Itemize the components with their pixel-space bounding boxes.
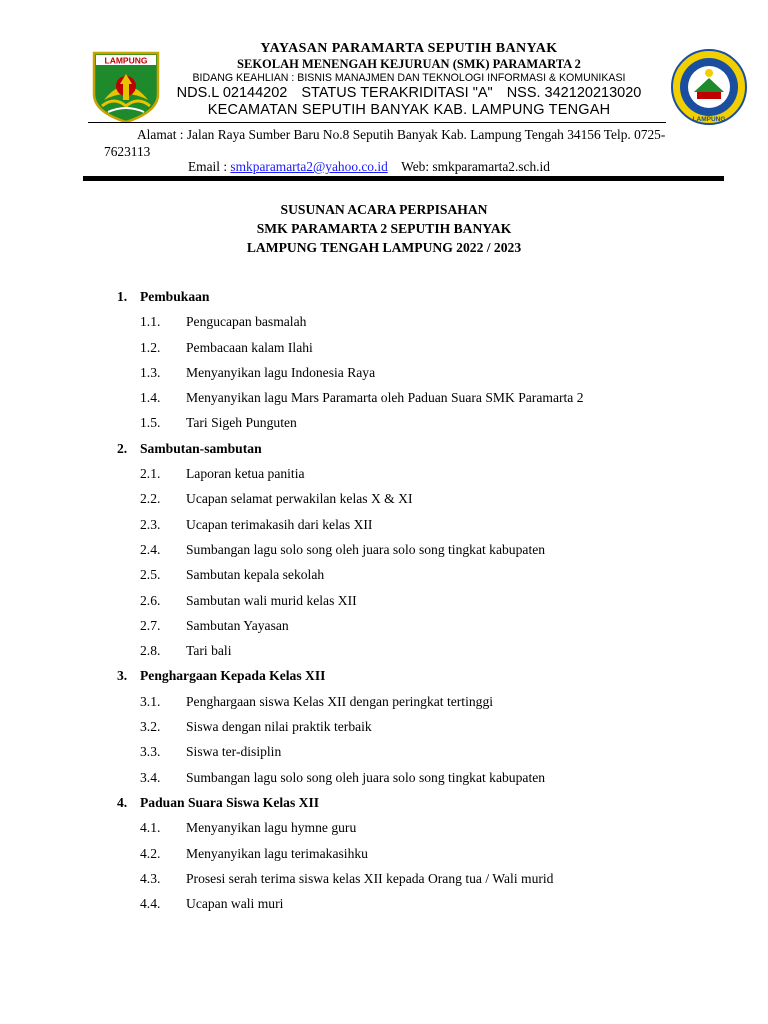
item-number: 4.2.: [140, 845, 161, 861]
foundation-name: YAYASAN PARAMARTA SEPUTIH BANYAK: [260, 41, 558, 56]
item-text: Pengucapan basmalah: [186, 314, 307, 330]
item-text: Pembacaan kalam Ilahi: [186, 339, 313, 355]
item-number: 2.7.: [140, 617, 161, 633]
section-heading: [117, 667, 584, 692]
website-text: Web: smkparamarta2.sch.id: [401, 159, 550, 174]
agenda-item: [117, 389, 584, 414]
agenda-item: [117, 566, 584, 591]
item-text: Penghargaan siswa Kelas XII dengan peringkat tertinggi: [186, 693, 494, 709]
item-text: Menyanyikan lagu hymne guru: [186, 820, 357, 836]
title-line-3: LAMPUNG TENGAH LAMPUNG 2022 / 2023: [246, 240, 522, 255]
district-line: KECAMATAN SEPUTIH BANYAK KAB. LAMPUNG TENGAH: [207, 102, 611, 118]
section-title: Penghargaan Kepada Kelas XII: [140, 668, 326, 684]
agenda-item: [117, 617, 584, 642]
item-number: 2.6.: [140, 592, 161, 608]
agenda-item: [117, 845, 584, 870]
letterhead-thick-divider: [83, 176, 724, 181]
agenda-item: [117, 895, 584, 920]
agenda-item: [117, 693, 584, 718]
contact-line: [188, 158, 550, 175]
school-name: SEKOLAH MENENGAH KEJURUAN (SMK) PARAMARTA 2: [237, 57, 581, 71]
nds-number: NDS.L 02144202: [176, 85, 288, 101]
agenda-item: [117, 743, 584, 768]
email-label: Email :: [188, 159, 228, 174]
item-number: 2.2.: [140, 491, 161, 507]
item-number: 3.3.: [140, 744, 161, 760]
section-title: Sambutan-sambutan: [140, 440, 262, 456]
item-text: Sambutan Yayasan: [186, 617, 289, 633]
section-heading: [117, 794, 584, 819]
item-number: 2.3.: [140, 516, 161, 532]
document-title: [0, 200, 768, 257]
item-number: 4.3.: [140, 870, 161, 886]
item-number: 4.1.: [140, 820, 161, 836]
agenda-item: [117, 592, 584, 617]
agenda-item: [117, 718, 584, 743]
item-text: Sumbangan lagu solo song oleh juara solo song tingkat kabupaten: [186, 769, 546, 785]
item-number: 1.2.: [140, 339, 161, 355]
item-text: Tari Sigeh Punguten: [186, 415, 297, 431]
field-of-expertise: BIDANG KEAHLIAN : BISNIS MANAJMEN DAN TEKNOLOGI INFORMASI & KOMUNIKASI: [192, 72, 626, 84]
nss-number: NSS. 342120213020: [506, 85, 642, 101]
accreditation-status: STATUS TERAKRIDITASI "A": [301, 85, 493, 101]
letterhead: [160, 41, 658, 119]
title-line-1: SUSUNAN ACARA PERPISAHAN: [280, 202, 488, 217]
item-number: 1.1.: [140, 314, 161, 330]
item-text: Ucapan selamat perwakilan kelas X & XI: [186, 491, 413, 507]
item-text: Menyanyikan lagu Mars Paramarta oleh Paduan Suara SMK Paramarta 2: [186, 390, 584, 406]
section-number: 2.: [117, 440, 128, 456]
logo-left-text: LAMPUNG: [104, 55, 148, 66]
letterhead-thin-divider: [88, 122, 666, 123]
section-number: 1.: [117, 289, 128, 304]
agenda-item: [117, 364, 584, 389]
item-number: 2.1.: [140, 466, 161, 482]
agenda-list: [117, 288, 584, 920]
item-text: Laporan ketua panitia: [186, 466, 305, 482]
item-number: 2.4.: [140, 541, 161, 557]
item-text: Sambutan kepala sekolah: [186, 567, 325, 583]
item-text: Prosesi serah terima siswa kelas XII kepada Orang tua / Wali murid: [186, 870, 554, 886]
section-number: 4.: [117, 794, 128, 810]
school-address: Alamat : Jalan Raya Sumber Baru No.8 Seputih Banyak Kab. Lampung Tengah 34156 Telp. 0725-7623113: [104, 127, 666, 159]
agenda-item: [117, 313, 584, 338]
item-text: Siswa ter-disiplin: [186, 744, 282, 760]
section-heading: [117, 288, 584, 313]
logo-right-text: LAMPUNG: [692, 116, 726, 123]
item-number: 2.5.: [140, 567, 161, 583]
item-text: Ucapan terimakasih dari kelas XII: [186, 516, 373, 532]
item-text: Sambutan wali murid kelas XII: [186, 592, 357, 608]
section-title: Paduan Suara Siswa Kelas XII: [140, 794, 320, 810]
email-link[interactable]: smkparamarta2@yahoo.co.id: [230, 159, 388, 174]
item-number: 1.3.: [140, 364, 161, 380]
title-line-2: SMK PARAMARTA 2 SEPUTIH BANYAK: [256, 221, 512, 236]
agenda-item: [117, 819, 584, 844]
agenda-item: [117, 414, 584, 439]
agenda-item: [117, 490, 584, 515]
item-number: 3.1.: [140, 693, 161, 709]
item-text: Menyanyikan lagu terimakasihku: [186, 845, 368, 861]
section-title: Pembukaan: [140, 289, 210, 304]
item-number: 3.4.: [140, 769, 161, 785]
item-text: Siswa dengan nilai praktik terbaik: [186, 719, 372, 735]
registration-line: [160, 85, 658, 102]
agenda-item: [117, 642, 584, 667]
agenda-item: [117, 541, 584, 566]
item-number: 1.5.: [140, 415, 161, 431]
agenda-item: [117, 465, 584, 490]
agenda-item: [117, 516, 584, 541]
lampung-province-logo: [90, 50, 162, 124]
agenda-item: [117, 769, 584, 794]
item-text: Ucapan wali muri: [186, 896, 284, 912]
agenda-item: [117, 339, 584, 364]
section-number: 3.: [117, 668, 128, 684]
school-emblem-logo: [670, 48, 748, 126]
item-number: 3.2.: [140, 719, 161, 735]
item-number: 2.8.: [140, 643, 161, 659]
item-number: 1.4.: [140, 390, 161, 406]
item-text: Sumbangan lagu solo song oleh juara solo song tingkat kabupaten: [186, 541, 546, 557]
item-number: 4.4.: [140, 896, 161, 912]
item-text: Tari bali: [186, 643, 232, 659]
agenda-item: [117, 870, 584, 895]
item-text: Menyanyikan lagu Indonesia Raya: [186, 364, 376, 380]
section-heading: [117, 440, 584, 465]
